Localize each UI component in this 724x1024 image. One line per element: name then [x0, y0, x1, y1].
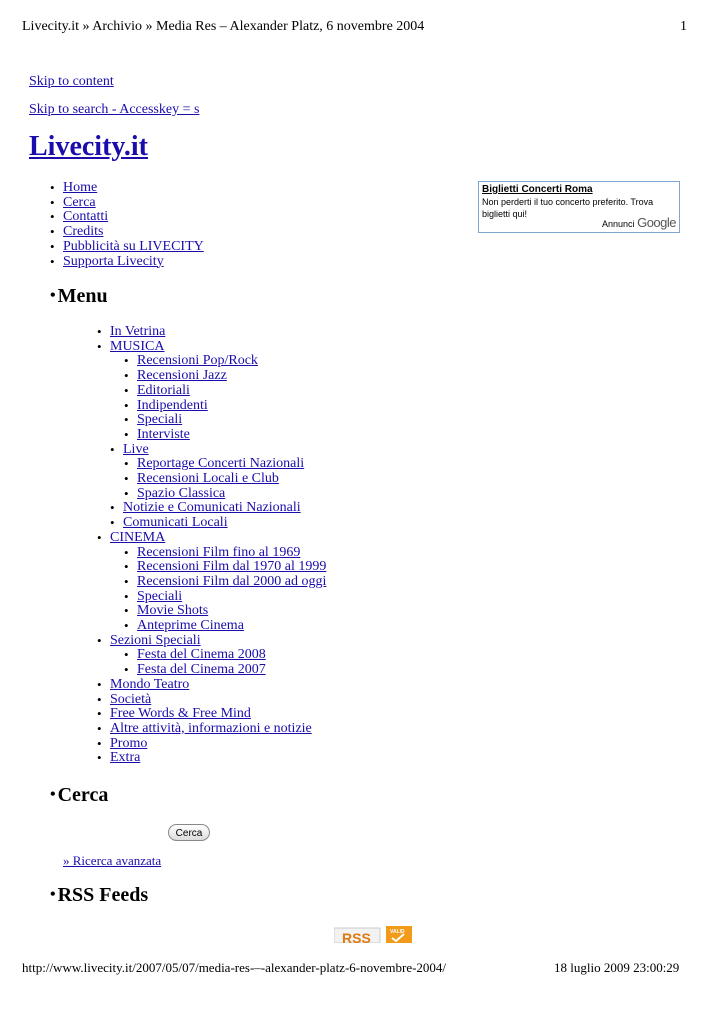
menu-link[interactable]: Festa del Cinema 2007 [137, 662, 266, 678]
top-nav [63, 181, 204, 269]
ad-text: Non perderti il tuo concerto preferito. Trova biglietti qui! [482, 197, 654, 219]
rss-banner-text: RSS [342, 930, 371, 943]
menu-link[interactable]: Recensioni Locali e Club [137, 471, 279, 487]
cerca-heading: • Cerca [50, 784, 109, 806]
rss-badge-text: VALID [390, 929, 405, 935]
menu-link[interactable]: Recensioni Film fino al 1969 [137, 544, 301, 560]
menu-link[interactable]: Spazio Classica [137, 485, 226, 501]
menu-link[interactable]: Promo [110, 735, 148, 751]
menu-link[interactable]: Anteprime Cinema [137, 618, 244, 634]
nav-home-link[interactable]: Home [63, 180, 98, 195]
live-list [110, 443, 326, 531]
menu-heading: • Menu [50, 285, 108, 307]
menu-link[interactable]: Festa del Cinema 2008 [137, 647, 266, 663]
nav-cerca-link[interactable]: Cerca [63, 194, 96, 210]
search-button[interactable]: Cerca [168, 824, 210, 841]
ad-title-link[interactable]: Biglietti Concerti Roma [482, 184, 593, 195]
menu-link[interactable]: Comunicati Locali [123, 515, 228, 531]
google-logo: Google [637, 215, 676, 230]
menu-link[interactable]: Reportage Concerti Nazionali [137, 456, 305, 472]
rss-badge-icon [334, 926, 412, 943]
rss-feeds-heading: • RSS Feeds [50, 884, 149, 906]
nav-supporta-link[interactable]: Supporta Livecity [63, 253, 164, 269]
menu-link[interactable]: Notizie e Comunicati Nazionali [123, 500, 301, 516]
menu-link[interactable]: Indipendenti [137, 397, 208, 413]
live-submenu [123, 457, 326, 501]
nav-pubblicita-link[interactable]: Pubblicità su LIVECITY [63, 238, 204, 254]
menu-sezioni-speciali-link[interactable]: Sezioni Speciali [110, 632, 201, 648]
skip-to-content-link[interactable]: Skip to content [29, 74, 114, 89]
menu-in-vetrina-link[interactable]: In Vetrina [110, 324, 166, 339]
menu-cinema-link[interactable]: CINEMA [110, 529, 166, 545]
print-header-breadcrumb: Livecity.it » Archivio » Media Res – Alexander Platz, 6 novembre 2004 [22, 19, 425, 34]
menu-musica-link[interactable]: MUSICA [110, 338, 165, 354]
musica-submenu [110, 354, 326, 442]
skip-to-search-link[interactable]: Skip to search - Accesskey = s [29, 102, 200, 117]
menu-link[interactable]: Speciali [137, 588, 183, 604]
ad-label: Annunci [602, 219, 635, 229]
menu-link[interactable]: Interviste [137, 426, 190, 442]
menu-link[interactable]: Free Words & Free Mind [110, 706, 251, 722]
site-title-link[interactable]: Livecity.it [29, 131, 148, 162]
menu-link[interactable]: Movie Shots [137, 603, 209, 619]
google-ad-box[interactable] [478, 181, 680, 233]
nav-credits-link[interactable]: Credits [63, 224, 104, 240]
menu-link[interactable]: Recensioni Film dal 1970 al 1999 [137, 559, 327, 575]
menu-live-link[interactable]: Live [123, 441, 149, 457]
ads-by-google-label [602, 215, 676, 230]
menu-link[interactable]: Extra [110, 750, 141, 766]
sezioni-submenu [110, 648, 326, 677]
menu-link[interactable]: Società [110, 691, 152, 707]
menu-link[interactable]: Recensioni Film dal 2000 ad oggi [137, 573, 327, 589]
menu-link[interactable]: Editoriali [137, 382, 190, 398]
print-page-number: 1 [680, 19, 687, 34]
print-footer-url: http://www.livecity.it/2007/05/07/media-res-–-alexander-platz-6-novembre-2004/ [22, 960, 447, 975]
print-footer-datetime: 18 luglio 2009 23:00:29 [554, 960, 680, 975]
menu-link[interactable]: Altre attività, informazioni e notizie [110, 720, 312, 736]
menu-link[interactable]: Mondo Teatro [110, 676, 190, 692]
advanced-search-link[interactable]: » Ricerca avanzata [63, 853, 162, 868]
rss-valid-badge[interactable] [334, 926, 412, 943]
menu-link[interactable]: Recensioni Pop/Rock [137, 353, 258, 369]
cinema-submenu [110, 546, 326, 634]
menu-link[interactable]: Speciali [137, 412, 183, 428]
menu-link[interactable]: Recensioni Jazz [137, 368, 227, 384]
category-menu [110, 325, 326, 766]
nav-contatti-link[interactable]: Contatti [63, 209, 109, 225]
